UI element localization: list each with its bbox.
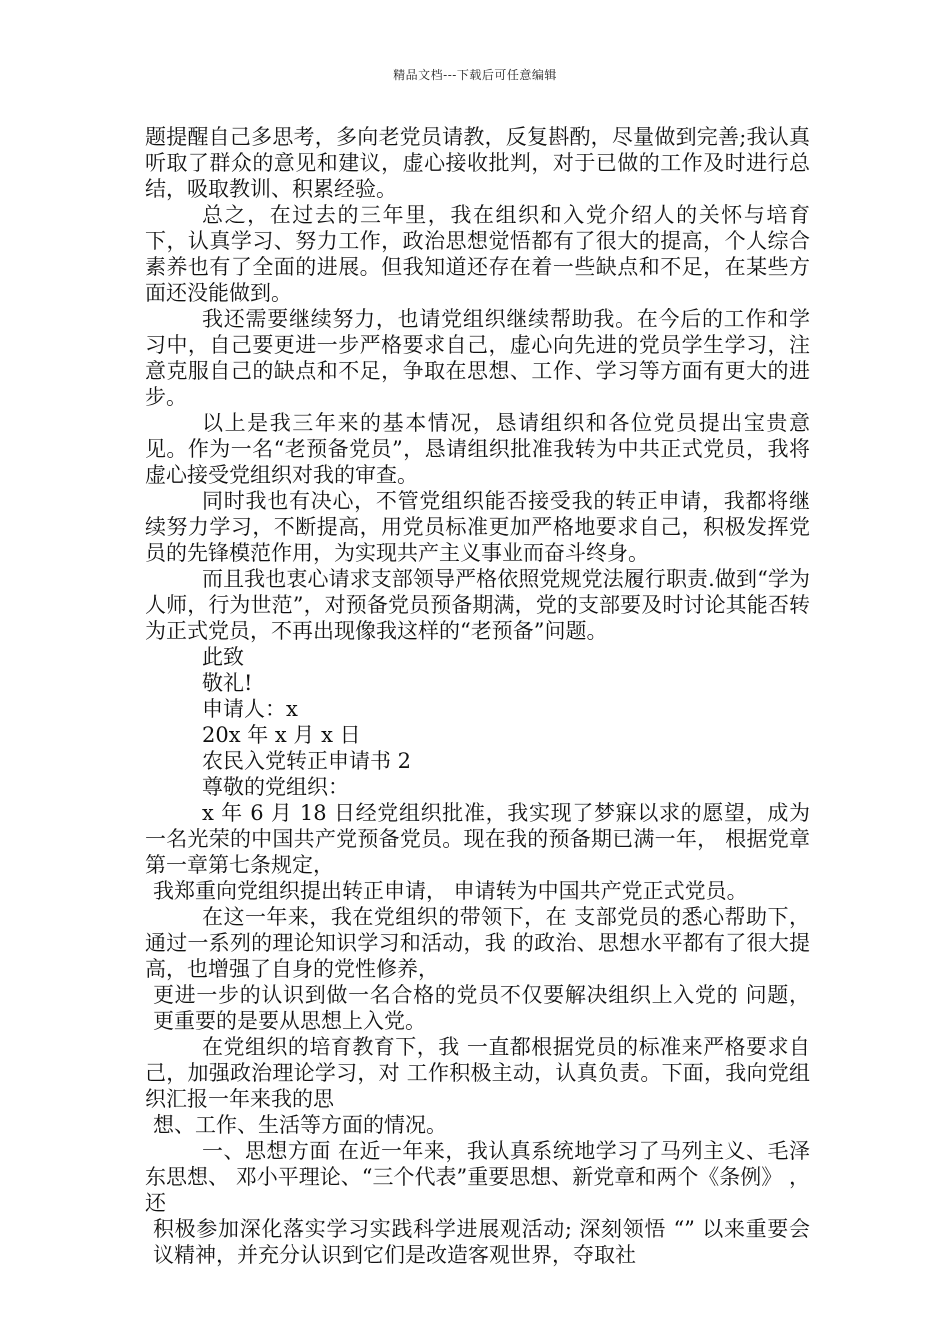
paragraph: 同时我也有决心，不管党组织能否接受我的转正申请，我都将继续努力学习，不断提高，用党员标准更加严格地要求自己，积极发挥党员的先锋模范作用，为实现共产主义事业而奋斗终身。 <box>145 489 810 565</box>
paragraph: 而且我也衷心请求支部领导严格依照党规党法履行职责.做到“学为人师，行为世范”，对预备党员预备期满，党的支部要及时讨论其能否转为正式党员，不再出现像我这样的“老预备”问题。 <box>145 567 810 643</box>
paragraph: 题提醒自己多思考，多向老党员请教，反复斟酌，尽量做到完善;我认真听取了群众的意见和建议，虚心接收批判，对于已做的工作及时进行总结，吸取教训、积累经验。 <box>145 125 810 201</box>
paragraph: 积极参加深化落实学习实践科学进展观活动; 深刻领悟 “” 以来重要会议精神，并充分认识到它们是改造客观世界，夺取社 <box>153 1217 810 1267</box>
closing-regards: 敬礼! <box>202 671 253 695</box>
applicant-line: 申请人：x <box>202 697 298 721</box>
paragraph: 以上是我三年来的基本情况，恳请组织和各位党员提出宝贵意见。作为一名“老预备党员”，恳请组织批准我转为中共正式党员，我将虚心接受党组织对我的审查。 <box>145 411 810 487</box>
paragraph: 在党组织的培育教育下，我 一直都根据党员的标准来严格要求自己，加强政治理论学习，对 工作积极主动，认真负责。下面，我向党组织汇报一年来我的思 <box>145 1035 810 1111</box>
date-line: 20x 年 x 月 x 日 <box>202 723 361 747</box>
document-body <box>145 124 810 1268</box>
paragraph: x 年 6 月 18 日经党组织批准，我实现了梦寐以求的愿望，成为一名光荣的中国共产党预备党员。现在我的预备期已满一年， 根据党章第一章第七条规定， <box>145 801 810 877</box>
greeting-line: 尊敬的党组织： <box>202 775 349 799</box>
paragraph: 一、思想方面 在近一年来，我认真系统地学习了马列主义、毛泽东思想、 邓小平理论、“三个代表”重要思想、新党章和两个《条例》 ，还 <box>145 1139 810 1215</box>
paragraph: 更进一步的认识到做一名合格的党员不仅要解决组织上入党的 问题，更重要的是要从思想上入党。 <box>153 983 810 1033</box>
paragraph: 我还需要继续努力，也请党组织继续帮助我。在今后的工作和学习中，自己要更进一步严格要求自己，虚心向先进的党员学生学习，注意克服自己的缺点和不足，争取在思想、工作、学习等方面有更大的进步。 <box>145 307 810 409</box>
section-title: 农民入党转正申请书 2 <box>202 749 412 773</box>
paragraph: 想、工作、生活等方面的情况。 <box>153 1113 447 1137</box>
page-header: 精品文档---下载后可任意编辑 <box>393 68 557 82</box>
paragraph: 总之，在过去的三年里，我在组织和入党介绍人的关怀与培育下，认真学习、努力工作，政治思想觉悟都有了很大的提高，个人综合素养也有了全面的进展。但我知道还存在着一些缺点和不足，在某些方面还没能做到。 <box>145 203 810 305</box>
closing-salutation: 此致 <box>202 645 244 669</box>
paragraph: 在这一年来，我在党组织的带领下，在 支部党员的悉心帮助下，通过一系列的理论知识学习和活动，我 的政治、思想水平都有了很大提高，也增强了自身的党性修养， <box>145 905 810 981</box>
paragraph: 我郑重向党组织提出转正申请， 申请转为中国共产党正式党员。 <box>153 879 748 903</box>
